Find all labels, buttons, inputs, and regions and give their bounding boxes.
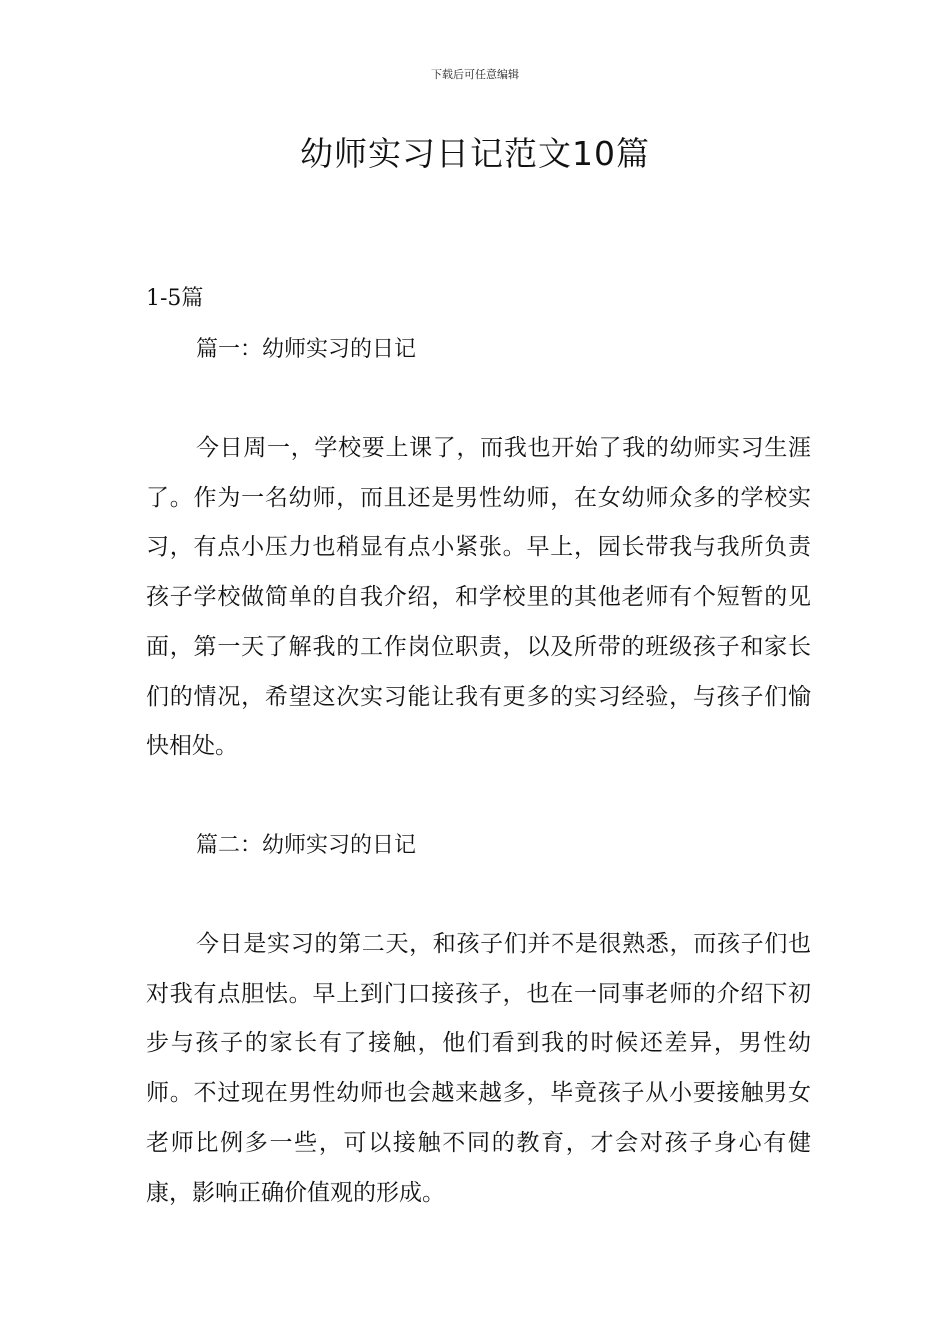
- article-paragraph: 今日是实习的第二天，和孩子们并不是很熟悉，而孩子们也对我有点胆怯。早上到门口接孩子，也在一同事老师的介绍下初步与孩子的家长有了接触，他们看到我的时候还差异，男性幼师。不过现在男性幼师也会越来越多，毕竟孩子从小要接触男女老师比例多一些，可以接触不同的教育，才会对孩子身心有健康，影响正确价值观的形成。: [146, 931, 811, 1206]
- article-heading: 篇一：幼师实习的日记: [196, 337, 417, 362]
- section-range-label: 1-5篇: [146, 286, 204, 311]
- header-note: 下载后可任意编辑: [431, 68, 519, 81]
- article-paragraph: 今日周一，学校要上课了，而我也开始了我的幼师实习生涯了。作为一名幼师，而且还是男性幼师，在女幼师众多的学校实习，有点小压力也稍显有点小紧张。早上，园长带我与我所负责孩子学校做简单的自我介绍，和学校里的其他老师有个短暂的见面，第一天了解我的工作岗位职责，以及所带的班级孩子和家长们的情况，希望这次实习能让我有更多的实习经验，与孩子们愉快相处。: [146, 435, 811, 760]
- document-title: 幼师实习日记范文10篇: [300, 134, 650, 173]
- article-heading: 篇二：幼师实习的日记: [196, 833, 417, 858]
